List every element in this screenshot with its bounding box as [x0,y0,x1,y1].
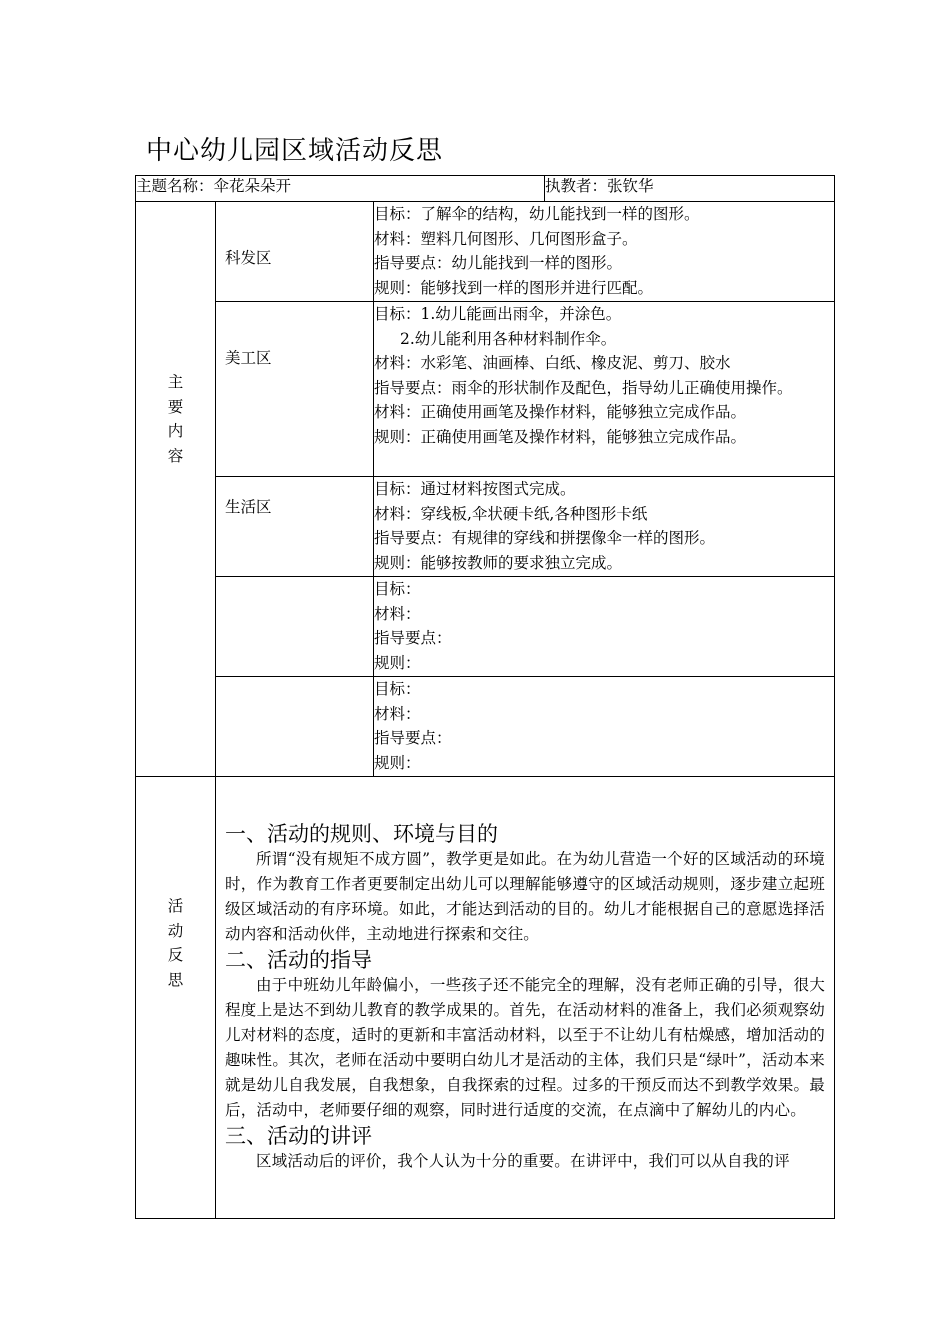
page-title: 中心幼儿园区域活动反思 [146,136,444,166]
area-line: 规则：正确使用画笔及操作材料，能够独立完成作品。 [374,427,747,446]
area-line: 材料：水彩笔、油画棒、白纸、橡皮泥、剪刀、胶水 [374,354,731,372]
section-paragraph: 所谓“没有规矩不成方圆”，教学更是如此。在为幼儿营造一个好的区域活动的环境时，作为教育工作者更要制定出幼儿可以理解能够遵守的区域活动规则，逐步建立起班级区域活动的有序环境。如此，才能达到活动的目的。幼儿才能根据自己的意愿选择活动内容和活动伙伴，主动地进行探索和交往。 [225,850,826,943]
area-line: 2.幼儿能利用各种材料制作伞。 [400,329,617,348]
section-paragraph: 由于中班幼儿年龄偏小，一些孩子还不能完全的理解，没有老师正确的引导，很大程度上是达不到幼儿教育的教学成果的。首先，在活动材料的准备上，我们必须观察幼儿对材料的态度，适时的更新和丰富活动材料，以至于不让幼儿有枯燥感，增加活动的趣味性。其次，老师在活动中要明白幼儿才是活动的主体，我们只是“绿叶”，活动本来就是幼儿自我发展，自我想象，自我探索的过程。过多的干预反而达不到教学效果。最后，活动中，老师要仔细的观察，同时进行适度的交流，在点滴中了解幼儿的内心。 [225,976,826,1119]
area-line: 指导要点：幼儿能找到一样的图形。 [374,254,623,272]
label-char: 要 [167,397,184,416]
area-name: 美工区 [225,349,272,367]
area-detail-cell [374,677,835,777]
main-content-label-cell [136,202,216,777]
header-row [136,176,835,202]
area-line: 目标：1.幼儿能画出雨伞，并涂色。 [374,305,622,323]
area-line: 规则：能够找到一样的图形并进行匹配。 [374,278,654,297]
activity-table [135,175,835,1219]
area-line: 指导要点：雨伞的形状制作及配色，指导幼儿正确使用操作。 [374,378,793,397]
reflection-label-cell [136,777,216,1219]
area-line: 规则： [374,753,421,772]
area-row [136,302,835,477]
area-line: 规则：能够按教师的要求独立完成。 [374,553,623,572]
section-heading: 三、活动的讲评 [225,1124,372,1148]
area-name-cell [216,202,374,302]
theme-cell [136,176,545,202]
area-line: 材料： [374,604,421,623]
section-heading: 一、活动的规则、环境与目的 [225,822,498,846]
area-line: 目标： [374,580,421,598]
label-char: 思 [167,970,184,989]
label-char: 反 [167,946,184,964]
area-line: 材料：穿线板,伞状硬卡纸,各种图形卡纸 [374,504,648,523]
section-heading: 二、活动的指导 [225,948,372,972]
area-name: 科发区 [225,249,272,267]
label-char: 主 [167,373,184,391]
area-name [216,577,373,621]
area-line: 指导要点： [374,629,452,647]
teacher-cell [545,176,835,202]
reflection-row [136,777,835,1219]
area-name-cell [216,477,374,577]
label-char: 内 [167,422,184,440]
area-line: 目标： [374,680,421,698]
area-name [216,677,373,721]
area-line: 材料： [374,704,421,723]
area-row [136,477,835,577]
area-name-cell [216,677,374,777]
area-line: 材料：正确使用画笔及操作材料，能够独立完成作品。 [374,403,747,421]
theme-name: 主题名称：伞花朵朵开 [136,177,292,195]
area-line: 目标：了解伞的结构，幼儿能找到一样的图形。 [374,205,700,223]
area-name-cell [216,302,374,477]
area-line: 目标：通过材料按图式完成。 [374,480,576,498]
area-detail-cell [374,302,835,477]
area-row [136,202,835,302]
area-line: 指导要点：有规律的穿线和拼摆像伞一样的图形。 [374,529,716,547]
teacher-name: 执教者：张钦华 [545,177,654,195]
area-line: 材料：塑料几何图形、几何图形盒子。 [374,229,638,248]
area-line: 规则： [374,653,421,672]
area-name: 生活区 [225,498,272,516]
area-detail-cell [374,577,835,677]
area-name-cell [216,577,374,677]
area-line: 指导要点： [374,729,452,747]
label-char: 活 [167,897,184,915]
section-paragraph: 区域活动后的评价，我个人认为十分的重要。在讲评中，我们可以从自我的评 [256,1152,790,1170]
label-char: 动 [167,921,184,940]
reflection-cell [216,777,835,1219]
label-char: 容 [167,446,184,465]
area-detail-cell [374,202,835,302]
area-detail-cell [374,477,835,577]
area-row [136,677,835,777]
area-row [136,577,835,677]
